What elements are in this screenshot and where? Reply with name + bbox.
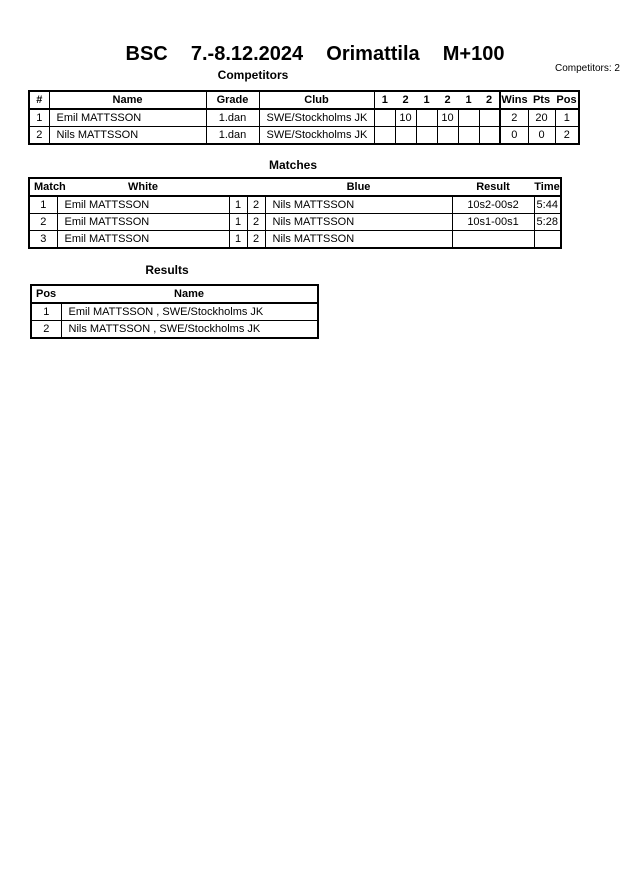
competitor-wins: 0 (500, 127, 528, 145)
competitor-round-score (479, 127, 500, 145)
competitor-round-score: 10 (437, 109, 458, 127)
competitor-round-score (479, 109, 500, 127)
results-header-name: Name (61, 285, 318, 303)
competitors-header-round-4: 2 (437, 91, 458, 109)
competitor-name: Nils MATTSSON (49, 127, 206, 145)
result-pos: 1 (31, 303, 61, 321)
competitor-round-score (437, 127, 458, 145)
competitors-header-pos: Pos (555, 91, 579, 109)
competitor-round-score (416, 127, 437, 145)
match-row (29, 214, 561, 231)
matches-header-row (29, 178, 561, 196)
competitor-row (29, 127, 579, 145)
matches-header-result: Result (452, 178, 534, 196)
match-time (534, 231, 561, 249)
competitor-grade: 1.dan (206, 109, 259, 127)
result-row (31, 303, 318, 321)
match-white-num: 1 (229, 231, 247, 249)
competitors-header-round-6: 2 (479, 91, 500, 109)
competitor-grade: 1.dan (206, 127, 259, 145)
match-result: 10s1-00s1 (452, 214, 534, 231)
match-white-num: 1 (229, 196, 247, 214)
competitors-header-club: Club (259, 91, 374, 109)
results-header-pos: Pos (31, 285, 61, 303)
match-result: 10s2-00s2 (452, 196, 534, 214)
competitors-header-round-1: 1 (374, 91, 395, 109)
competitors-header-name: Name (49, 91, 206, 109)
matches-section-title: Matches (268, 158, 318, 172)
matches-header-white-num (229, 178, 247, 196)
competitors-header-round-5: 1 (458, 91, 479, 109)
competitor-pts: 20 (528, 109, 555, 127)
match-result (452, 231, 534, 249)
competitor-round-score (374, 109, 395, 127)
competitor-pos: 1 (555, 109, 579, 127)
matches-header-blue: Blue (265, 178, 452, 196)
result-pos: 2 (31, 321, 61, 339)
result-name: Nils MATTSSON , SWE/Stockholms JK (61, 321, 318, 339)
result-name: Emil MATTSSON , SWE/Stockholms JK (61, 303, 318, 321)
competitors-section-title: Competitors (217, 68, 289, 82)
competitor-round-score (416, 109, 437, 127)
competitor-club: SWE/Stockholms JK (259, 127, 374, 145)
competitor-name: Emil MATTSSON (49, 109, 206, 127)
competitors-header-num: # (29, 91, 49, 109)
competitor-num: 2 (29, 127, 49, 145)
competitor-pos: 2 (555, 127, 579, 145)
match-blue-num: 2 (247, 196, 265, 214)
match-row (29, 231, 561, 249)
match-num: 3 (29, 231, 57, 249)
competitors-table (28, 90, 580, 145)
competitor-round-score: 10 (395, 109, 416, 127)
result-row (31, 321, 318, 339)
match-blue-name: Nils MATTSSON (265, 196, 452, 214)
competitors-header-wins: Wins (500, 91, 528, 109)
page-title: BSC 7.-8.12.2024 Orimattila M+100 (125, 43, 505, 65)
matches-header-blue-num (247, 178, 265, 196)
competitors-header-row (29, 91, 579, 109)
competitor-row (29, 109, 579, 127)
match-white-name: Emil MATTSSON (57, 214, 229, 231)
competitor-round-score (458, 109, 479, 127)
match-num: 1 (29, 196, 57, 214)
competitor-round-score (458, 127, 479, 145)
competitors-header-pts: Pts (528, 91, 555, 109)
competitor-wins: 2 (500, 109, 528, 127)
competitor-club: SWE/Stockholms JK (259, 109, 374, 127)
match-white-name: Emil MATTSSON (57, 231, 229, 249)
matches-table (28, 177, 562, 249)
match-row (29, 196, 561, 214)
match-blue-name: Nils MATTSSON (265, 214, 452, 231)
match-blue-num: 2 (247, 231, 265, 249)
competitor-pts: 0 (528, 127, 555, 145)
competitor-round-score (374, 127, 395, 145)
match-blue-num: 2 (247, 214, 265, 231)
results-table (30, 284, 319, 339)
match-time: 5:44 (534, 196, 561, 214)
match-white-name: Emil MATTSSON (57, 196, 229, 214)
match-blue-name: Nils MATTSSON (265, 231, 452, 249)
match-num: 2 (29, 214, 57, 231)
matches-header-time: Time (534, 178, 561, 196)
competitor-num: 1 (29, 109, 49, 127)
results-header-row (31, 285, 318, 303)
competitors-header-round-3: 1 (416, 91, 437, 109)
match-time: 5:28 (534, 214, 561, 231)
competitors-count: Competitors: 2 (554, 63, 620, 74)
matches-header-match: Match (29, 178, 57, 196)
competitors-header-round-2: 2 (395, 91, 416, 109)
match-white-num: 1 (229, 214, 247, 231)
matches-header-white: White (57, 178, 229, 196)
competitor-round-score (395, 127, 416, 145)
results-section-title: Results (145, 263, 189, 277)
competitors-header-grade: Grade (206, 91, 259, 109)
